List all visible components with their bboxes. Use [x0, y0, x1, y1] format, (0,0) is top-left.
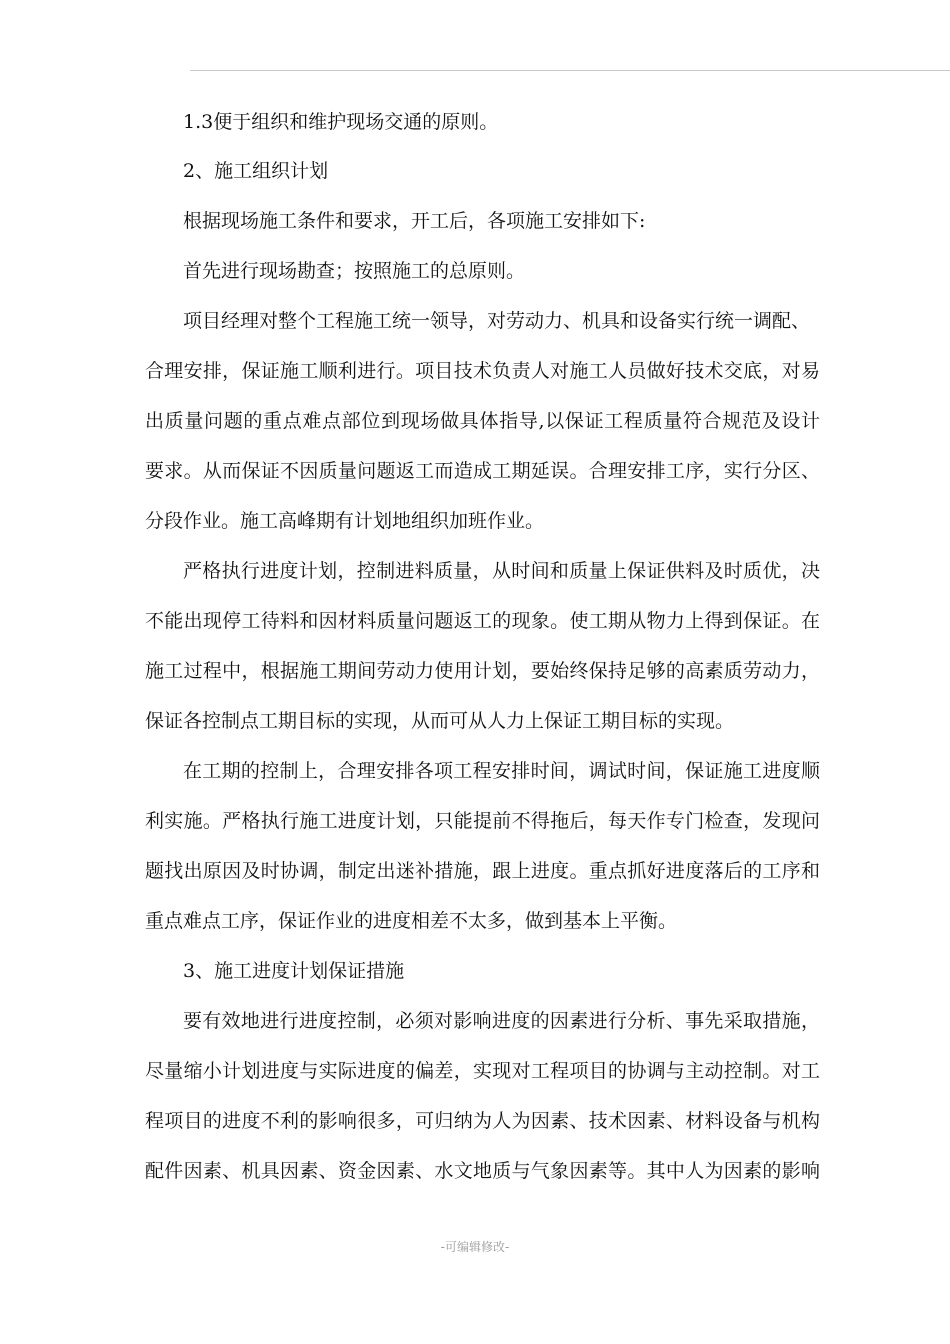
- text-line: 严格执行进度计划，控制进料质量，从时间和质量上保证供料及时质优，决: [183, 560, 820, 582]
- text-line: 1.3便于组织和维护现场交通的原则。: [183, 111, 499, 133]
- page-footer: -可编辑修改-: [440, 1240, 510, 1254]
- text-line: 不能出现停工待料和因材料质量问题返工的现象。使工期从物力上得到保证。在: [145, 610, 820, 632]
- text-line: 分段作业。施工高峰期有计划地组织加班作业。: [145, 510, 545, 532]
- text-line: 要有效地进行进度控制，必须对影响进度的因素进行分析、事先采取措施，: [183, 1010, 820, 1032]
- text-line: 尽量缩小计划进度与实际进度的偏差，实现对工程项目的协调与主动控制。对工: [145, 1060, 820, 1082]
- text-line: 首先进行现场勘查；按照施工的总原则。: [183, 260, 526, 282]
- text-line: 题找出原因及时协调，制定出迷补措施，跟上进度。重点抓好进度落后的工序和: [145, 860, 820, 882]
- header-rule: [190, 70, 950, 71]
- text-line: 程项目的进度不利的影响很多，可归纳为人为因素、技术因素、材料设备与机构: [145, 1110, 820, 1132]
- text-line: 在工期的控制上，合理安排各项工程安排时间，调试时间，保证施工进度顺: [183, 760, 820, 782]
- text-line: 配件因素、机具因素、资金因素、水文地质与气象因素等。其中人为因素的影响: [145, 1160, 820, 1182]
- text-line: 合理安排，保证施工顺利进行。项目技术负责人对施工人员做好技术交底，对易: [145, 360, 820, 382]
- text-line: 施工过程中，根据施工期间劳动力使用计划，要始终保持足够的高素质劳动力，: [145, 660, 820, 682]
- section-heading: 3、施工进度计划保证措施: [183, 960, 405, 982]
- text-line: 出质量问题的重点难点部位到现场做具体指导,以保证工程质量符合规范及设计: [145, 410, 820, 432]
- text-line: 要求。从而保证不因质量问题返工而造成工期延误。合理安排工序，实行分区、: [145, 460, 820, 482]
- text-line: 重点难点工序，保证作业的进度相差不太多，做到基本上平衡。: [145, 910, 678, 932]
- section-heading: 2、施工组织计划: [183, 160, 329, 182]
- text-line: 根据现场施工条件和要求，开工后，各项施工安排如下:: [183, 210, 646, 232]
- text-line: 项目经理对整个工程施工统一领导，对劳动力、机具和设备实行统一调配、: [183, 310, 811, 332]
- text-line: 保证各控制点工期目标的实现，从而可从人力上保证工期目标的实现。: [145, 710, 735, 732]
- text-line: 利实施。严格执行施工进度计划，只能提前不得拖后，每天作专门检查，发现问: [145, 810, 820, 832]
